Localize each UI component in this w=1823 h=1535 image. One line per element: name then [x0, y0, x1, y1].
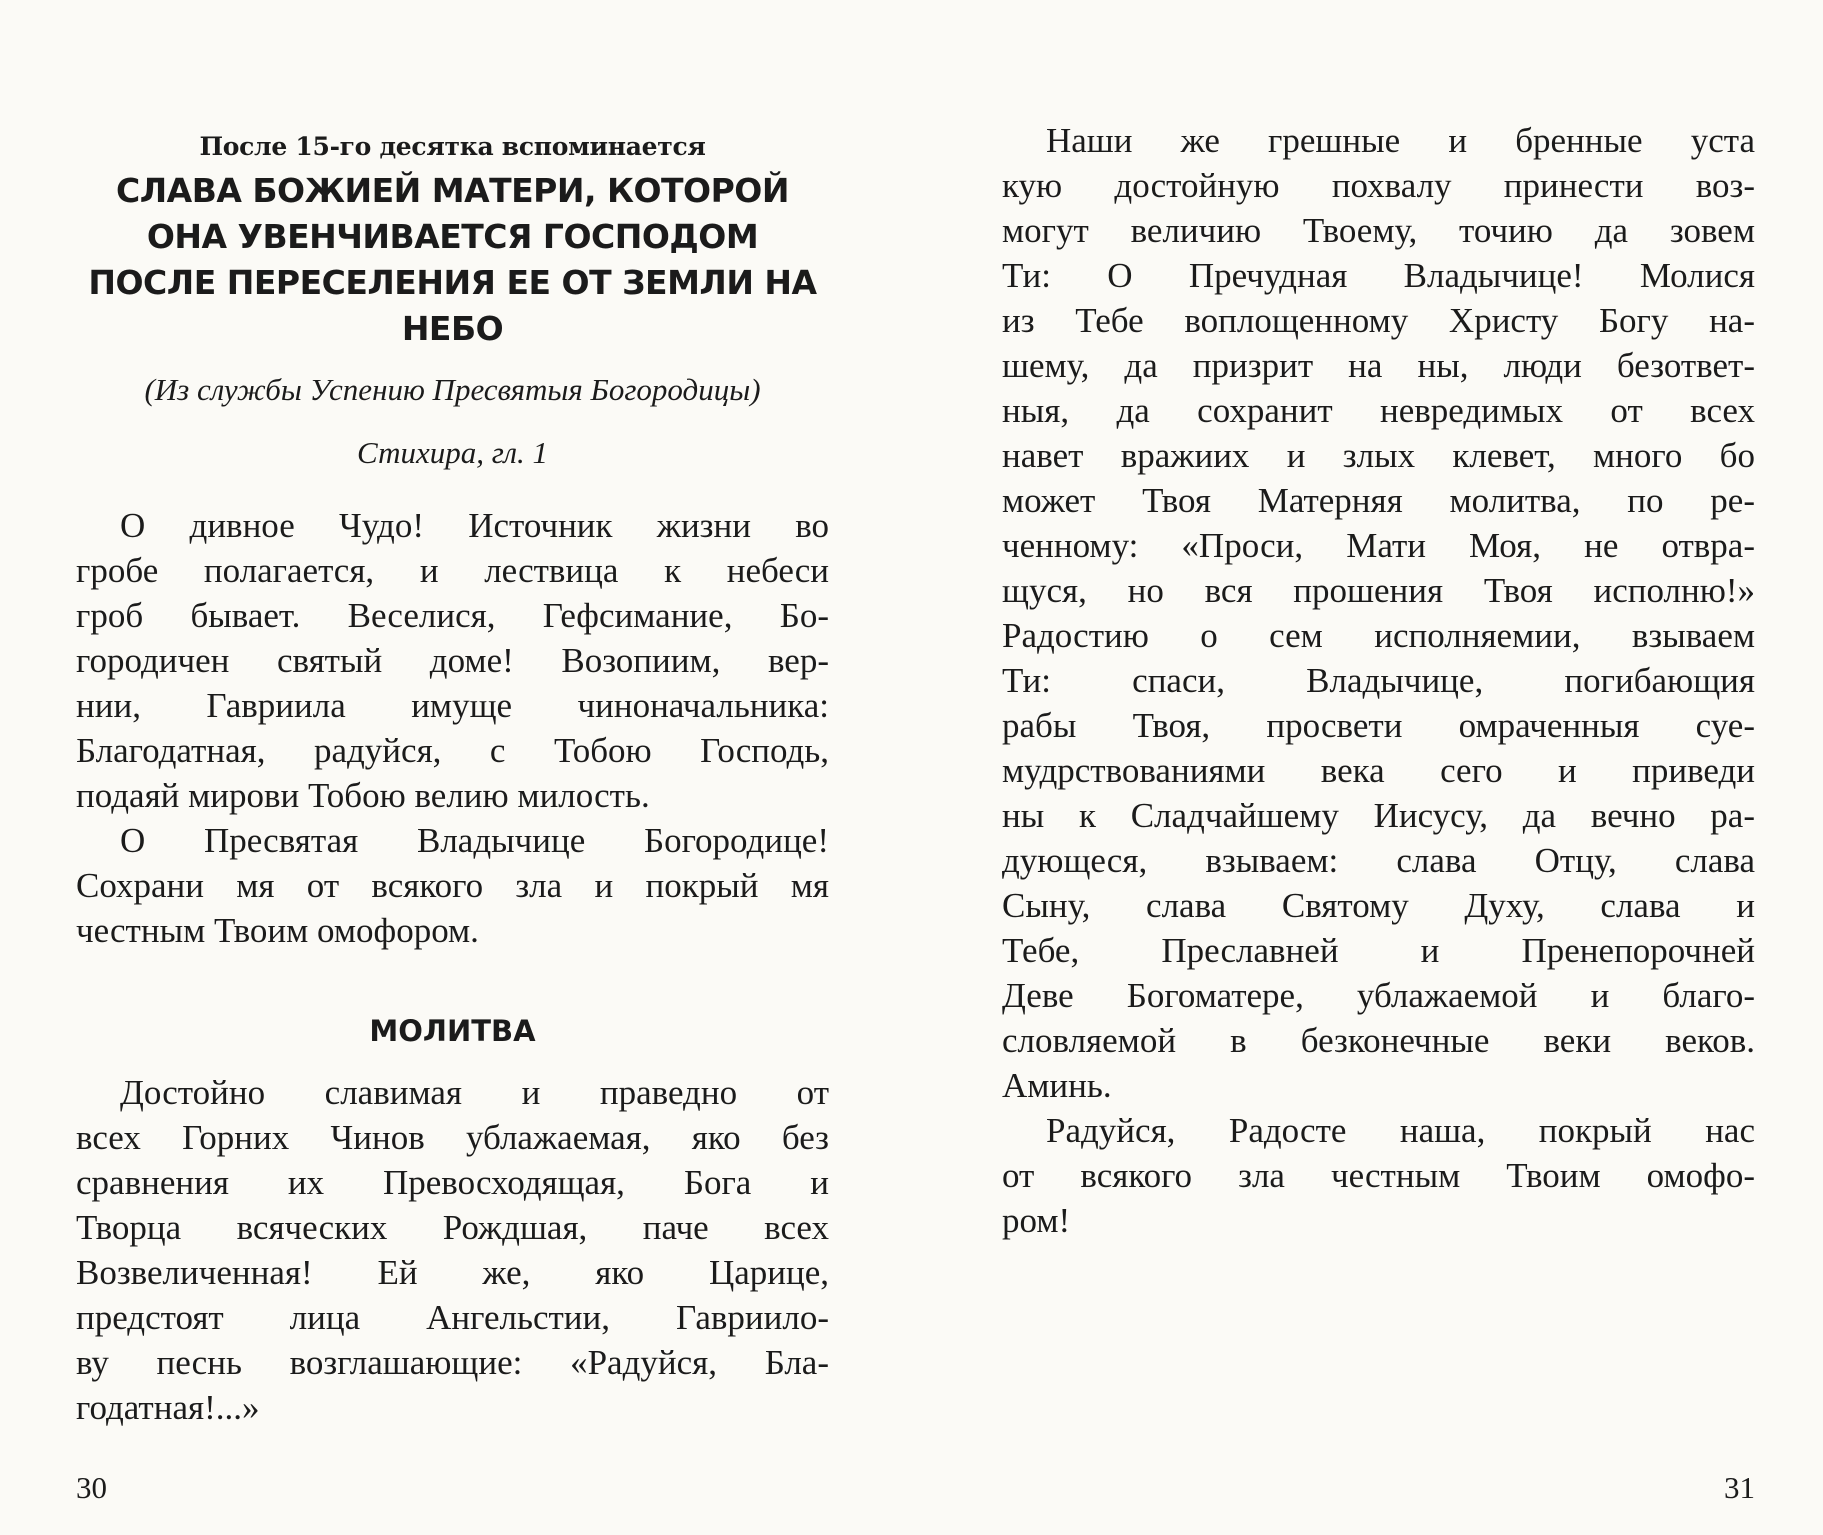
text-line: ву песнь возглашающие: «Радуйся, Бла-: [76, 1343, 829, 1382]
main-heading-line: ОНА УВЕНЧИВАЕТСЯ ГОСПОДОМ: [146, 217, 759, 256]
text-line: дующеся, взываем: слава Отцу, слава: [1002, 841, 1755, 880]
text-line: Достойно славимая и праведно от: [120, 1073, 829, 1112]
text-line: годатная!...»: [76, 1388, 260, 1427]
text-line: городичен святый доме! Возопиим, вер-: [76, 641, 829, 680]
text-line: от всякого зла честным Твоим омофо-: [1002, 1156, 1755, 1195]
source-note: (Из службы Успению Пресвятыя Богородицы): [144, 372, 761, 407]
text-line: Сыну, слава Святому Духу, слава и: [1002, 886, 1755, 925]
text-line: ныя, да сохранит невредимых от всех: [1002, 391, 1755, 430]
text-line: Тебе, Преславней и Пренепорочней: [1002, 931, 1755, 970]
left-page: [76, 0, 829, 1535]
text-line: Творца всяческих Рождшая, паче всех: [76, 1208, 829, 1247]
text-line: предстоят лица Ангельстии, Гавриило-: [76, 1298, 829, 1337]
text-line: Наши же грешные и бренные уста: [1046, 121, 1755, 160]
text-line: словляемой в безконечные веки веков.: [1002, 1021, 1755, 1060]
text-line: Деве Богоматере, ублажаемой и благо-: [1002, 976, 1755, 1015]
text-line: нии, Гавриила имуще чиноначальника:: [76, 686, 829, 725]
text-line: щуся, но вся прошения Твоя исполню!»: [1002, 571, 1755, 610]
text-line: ченному: «Проси, Мати Моя, не отвра-: [1002, 526, 1755, 565]
text-line: мудрствованиями века сего и приведи: [1002, 751, 1755, 790]
stichera-label: Стихира, гл. 1: [357, 435, 548, 470]
text-line: навет вражиих и злых клевет, много бо: [1002, 436, 1755, 475]
right-page: [1002, 0, 1755, 1535]
text-line: Радостию о сем исполняемии, взываем: [1002, 616, 1755, 655]
text-line: честным Твоим омофором.: [76, 911, 479, 950]
text-line: рабы Твоя, просвети омраченныя суе-: [1002, 706, 1755, 745]
text-line: гроб бывает. Веселися, Гефсимание, Бо-: [76, 596, 829, 635]
text-line: может Твоя Матерняя молитва, по ре-: [1002, 481, 1755, 520]
text-line: кую достойную похвалу принести воз-: [1002, 166, 1755, 205]
page-number: 30: [76, 1470, 107, 1505]
text-line: шему, да призрит на ны, люди безответ-: [1002, 346, 1755, 385]
text-line: Радуйся, Радосте наша, покрый нас: [1046, 1111, 1755, 1150]
main-heading-line: СЛАВА БОЖИЕЙ МАТЕРИ, КОТОРОЙ: [116, 171, 789, 210]
text-line: гробе полагается, и лествица к небеси: [76, 551, 829, 590]
text-line: могут величию Твоему, точию да зовем: [1002, 211, 1755, 250]
text-line: Сохрани мя от всякого зла и покрый мя: [76, 866, 829, 905]
main-heading-line: НЕБО: [401, 309, 504, 348]
text-line: Возвеличенная! Ей же, яко Царице,: [76, 1253, 829, 1292]
text-line: Ти: О Пречудная Владычице! Молися: [1002, 256, 1755, 295]
text-line: всех Горних Чинов ублажаемая, яко без: [76, 1118, 829, 1157]
text-line: подаяй мирови Тобою велию милость.: [76, 776, 650, 815]
text-line: из Тебе воплощенному Христу Богу на-: [1002, 301, 1755, 340]
text-line: О Пресвятая Владычице Богородице!: [120, 821, 829, 860]
page-number: 31: [1724, 1470, 1755, 1505]
text-line: ром!: [1002, 1201, 1071, 1240]
sub-heading: После 15-го десятка вспоминается: [199, 132, 706, 161]
text-line: ны к Сладчайшему Иисусу, да вечно ра-: [1002, 796, 1755, 835]
text-line: Благодатная, радуйся, с Тобою Господь,: [76, 731, 829, 770]
text-line: Ти: спаси, Владычице, погибающия: [1002, 661, 1755, 700]
main-heading-line: ПОСЛЕ ПЕРЕСЕЛЕНИЯ ЕЕ ОТ ЗЕМЛИ НА: [88, 263, 817, 302]
section-heading: МОЛИТВА: [369, 1014, 536, 1048]
main-heading: [76, 168, 829, 352]
text-line: Аминь.: [1002, 1066, 1112, 1105]
text-line: О дивное Чудо! Источник жизни во: [120, 506, 829, 545]
text-line: сравнения их Превосходящая, Бога и: [76, 1163, 829, 1202]
